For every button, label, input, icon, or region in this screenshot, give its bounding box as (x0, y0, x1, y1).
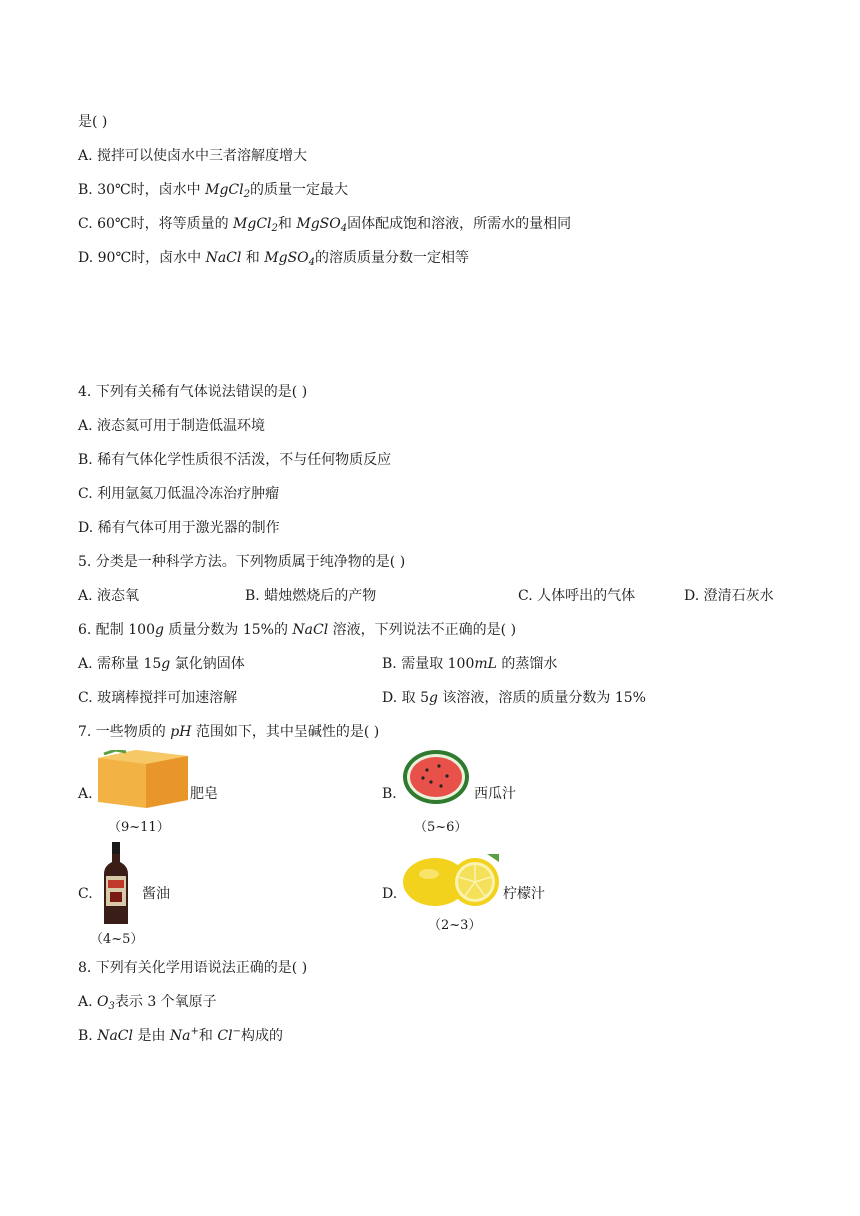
q7-stem: 7. 一些物质的 pH 范围如下，其中呈碱性的是( ) (78, 724, 380, 740)
q7-option-d-letter: D. (382, 886, 398, 902)
q4-option-c: C. 利用氩氦刀低温冷冻治疗肿瘤 (78, 486, 280, 502)
watermelon-image (401, 748, 471, 806)
q7-option-c-letter: C. (78, 886, 93, 902)
q7-option-a-label: 肥皂 (190, 786, 218, 802)
q4-stem: 4. 下列有关稀有气体说法错误的是( ) (78, 384, 308, 400)
q8-stem: 8. 下列有关化学用语说法正确的是( ) (78, 960, 308, 976)
q7-option-d-label: 柠檬汁 (503, 886, 545, 902)
q6-option-d: D. 取 5g 该溶液，溶质的质量分数为 15% (382, 690, 646, 706)
q3-option-b: B. 30℃时，卤水中 MgCl$_2$的质量一定最大 (78, 182, 348, 200)
q7-option-a-letter: A. (78, 786, 93, 802)
q6-option-b: B. 需量取 100mL 的蒸馏水 (382, 656, 558, 672)
q4-option-d: D. 稀有气体可用于激光器的制作 (78, 520, 280, 536)
lemon-image (401, 852, 499, 908)
q7-option-c-label: 酱油 (142, 886, 170, 902)
q5-option-d: D. 澄清石灰水 (684, 588, 774, 604)
q4-option-b: B. 稀有气体化学性质很不活泼，不与任何物质反应 (78, 452, 392, 468)
q7-option-b-range: （5~6） (414, 820, 468, 835)
soy-sauce-bottle-image (102, 842, 130, 926)
soap-image (96, 750, 188, 808)
q3-option-d: D. 90℃时，卤水中 NaCl 和 MgSO$_4$的溶质质量分数一定相等 (78, 250, 470, 268)
q7-option-a-range: （9~11） (108, 820, 170, 835)
q8-option-a: A. $O_3$表示 3 个氧原子 (78, 994, 217, 1012)
q7-option-b-letter: B. (382, 786, 397, 802)
q3-option-c: C. 60℃时，将等质量的 MgCl$_2$和 MgSO$_4$固体配成饱和溶液，所需水的量相同 (78, 216, 572, 234)
q5-stem: 5. 分类是一种科学方法。下列物质属于纯净物的是( ) (78, 554, 406, 570)
q3-stem-tail: 是( ) (78, 114, 108, 130)
q7-option-b-label: 西瓜汁 (474, 786, 516, 802)
q7-option-d-range: （2~3） (428, 918, 482, 933)
q7-option-c-range: （4~5） (90, 932, 144, 947)
q5-option-a: A. 液态氧 (78, 588, 140, 604)
q4-option-a: A. 液态氦可用于制造低温环境 (78, 418, 266, 434)
q6-option-c: C. 玻璃棒搅拌可加速溶解 (78, 690, 238, 706)
q5-option-b: B. 蜡烛燃烧后的产物 (245, 588, 377, 604)
q3-option-a: A. 搅拌可以使卤水中三者溶解度增大 (78, 148, 308, 164)
q8-option-b: B. NaCl 是由 Na+和 Cl−构成的 (78, 1026, 283, 1044)
q6-option-a: A. 需称量 15g 氯化钠固体 (78, 656, 245, 672)
q6-stem: 6. 配制 100g 质量分数为 15%的 NaCl 溶液，下列说法不正确的是( ) (78, 622, 517, 638)
q5-option-c: C. 人体呼出的气体 (518, 588, 636, 604)
